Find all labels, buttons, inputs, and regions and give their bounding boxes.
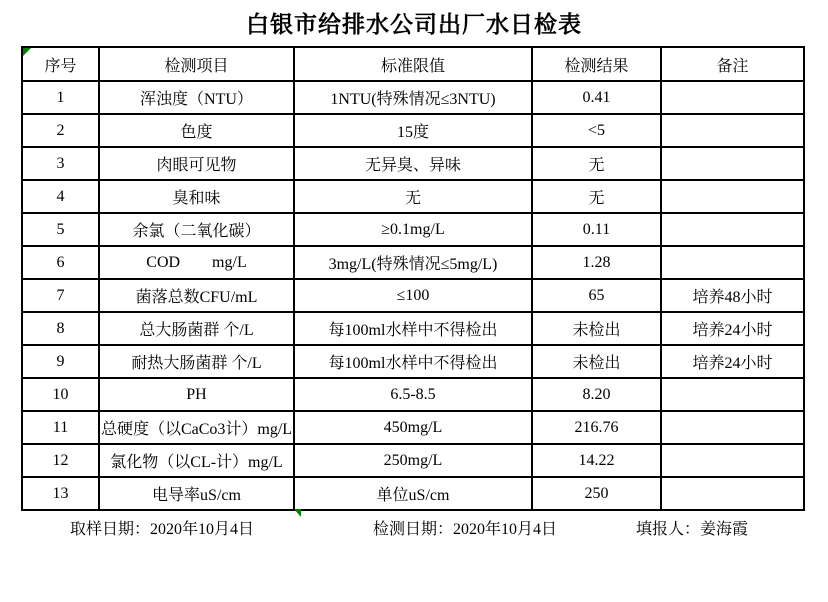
cell-limit: 6.5-8.5 bbox=[294, 378, 532, 411]
cell-remark: 培养48小时 bbox=[661, 279, 804, 312]
cell-test-item: 耐热大肠菌群 个/L bbox=[99, 345, 294, 378]
cell-test-item: 色度 bbox=[99, 114, 294, 147]
cell-result: 216.76 bbox=[532, 411, 661, 444]
inspection-table bbox=[21, 46, 805, 511]
cell-test-item: 总大肠菌群 个/L bbox=[99, 312, 294, 345]
cell-limit: 450mg/L bbox=[294, 411, 532, 444]
table-row bbox=[22, 345, 804, 378]
cell-remark bbox=[661, 477, 804, 510]
cell-limit: ≤100 bbox=[294, 279, 532, 312]
cell-limit: 3mg/L(特殊情况≤5mg/L) bbox=[294, 246, 532, 279]
cell-limit: 单位uS/cm bbox=[294, 477, 532, 510]
cell-result: 0.11 bbox=[532, 213, 661, 246]
table-row bbox=[22, 246, 804, 279]
cell-remark bbox=[661, 411, 804, 444]
cell-test-item: 余氯（二氧化碳） bbox=[99, 213, 294, 246]
cell-result: 14.22 bbox=[532, 444, 661, 477]
table-header-row bbox=[22, 47, 804, 81]
column-header-remark: 备注 bbox=[661, 47, 804, 81]
cell-limit: 每100ml水样中不得检出 bbox=[294, 345, 532, 378]
cell-remark bbox=[661, 114, 804, 147]
table-row bbox=[22, 312, 804, 345]
page-title: 白银市给排水公司出厂水日检表 bbox=[246, 12, 582, 38]
column-header-item: 检测项目 bbox=[99, 47, 294, 81]
cell-row-number: 12 bbox=[22, 444, 99, 477]
cell-remark bbox=[661, 81, 804, 114]
cell-result: 1.28 bbox=[532, 246, 661, 279]
table-row bbox=[22, 279, 804, 312]
cell-result: 无 bbox=[532, 147, 661, 180]
cell-test-item: 浑浊度（NTU） bbox=[99, 81, 294, 114]
reporter: 填报人：姜海霞 bbox=[636, 521, 749, 538]
table-row bbox=[22, 81, 804, 114]
cell-row-number: 2 bbox=[22, 114, 99, 147]
cell-result: 未检出 bbox=[532, 312, 661, 345]
footer bbox=[0, 516, 828, 538]
cell-row-number: 1 bbox=[22, 81, 99, 114]
table-row bbox=[22, 477, 804, 510]
cell-result: 250 bbox=[532, 477, 661, 510]
cell-remark bbox=[661, 147, 804, 180]
cell-remark: 培养24小时 bbox=[661, 345, 804, 378]
cell-limit: 250mg/L bbox=[294, 444, 532, 477]
cell-limit: 1NTU(特殊情况≤3NTU) bbox=[294, 81, 532, 114]
table-row bbox=[22, 180, 804, 213]
cell-result: 未检出 bbox=[532, 345, 661, 378]
cell-test-item: COD mg/L bbox=[99, 246, 294, 279]
cell-result: 无 bbox=[532, 180, 661, 213]
cell-test-item: 臭和味 bbox=[99, 180, 294, 213]
cell-remark bbox=[661, 180, 804, 213]
cell-test-item: 总硬度（以CaCo3计）mg/L bbox=[99, 411, 294, 444]
cell-row-number: 9 bbox=[22, 345, 99, 378]
cell-limit: 每100ml水样中不得检出 bbox=[294, 312, 532, 345]
cell-row-number: 8 bbox=[22, 312, 99, 345]
column-header-no: 序号 bbox=[22, 47, 99, 81]
column-header-result: 检测结果 bbox=[532, 47, 661, 81]
table-row bbox=[22, 147, 804, 180]
sampling-date: 取样日期：2020年10月4日 bbox=[70, 521, 255, 538]
cell-limit: ≥0.1mg/L bbox=[294, 213, 532, 246]
cell-limit: 无 bbox=[294, 180, 532, 213]
cell-test-item: 电导率uS/cm bbox=[99, 477, 294, 510]
cell-row-number: 5 bbox=[22, 213, 99, 246]
test-date: 检测日期：2020年10月4日 bbox=[373, 521, 558, 538]
cell-result: <5 bbox=[532, 114, 661, 147]
table-row bbox=[22, 213, 804, 246]
cell-remark: 培养24小时 bbox=[661, 312, 804, 345]
cell-test-item: PH bbox=[99, 378, 294, 411]
cell-result: 65 bbox=[532, 279, 661, 312]
cell-row-number: 4 bbox=[22, 180, 99, 213]
cell-row-number: 11 bbox=[22, 411, 99, 444]
cell-row-number: 3 bbox=[22, 147, 99, 180]
table-body bbox=[22, 81, 804, 510]
cell-test-item: 菌落总数CFU/mL bbox=[99, 279, 294, 312]
cell-test-item: 氯化物（以CL-计）mg/L bbox=[99, 444, 294, 477]
cell-remark bbox=[661, 444, 804, 477]
cell-remark bbox=[661, 213, 804, 246]
table-row bbox=[22, 411, 804, 444]
cell-row-number: 13 bbox=[22, 477, 99, 510]
table-row bbox=[22, 114, 804, 147]
table-row bbox=[22, 444, 804, 477]
cell-limit: 15度 bbox=[294, 114, 532, 147]
cell-result: 0.41 bbox=[532, 81, 661, 114]
cell-row-number: 10 bbox=[22, 378, 99, 411]
cell-remark bbox=[661, 246, 804, 279]
table-row bbox=[22, 378, 804, 411]
cell-row-number: 7 bbox=[22, 279, 99, 312]
cell-test-item: 肉眼可见物 bbox=[99, 147, 294, 180]
column-header-limit: 标准限值 bbox=[294, 47, 532, 81]
cell-limit: 无异臭、异味 bbox=[294, 147, 532, 180]
cell-row-number: 6 bbox=[22, 246, 99, 279]
cell-remark bbox=[661, 378, 804, 411]
cell-result: 8.20 bbox=[532, 378, 661, 411]
